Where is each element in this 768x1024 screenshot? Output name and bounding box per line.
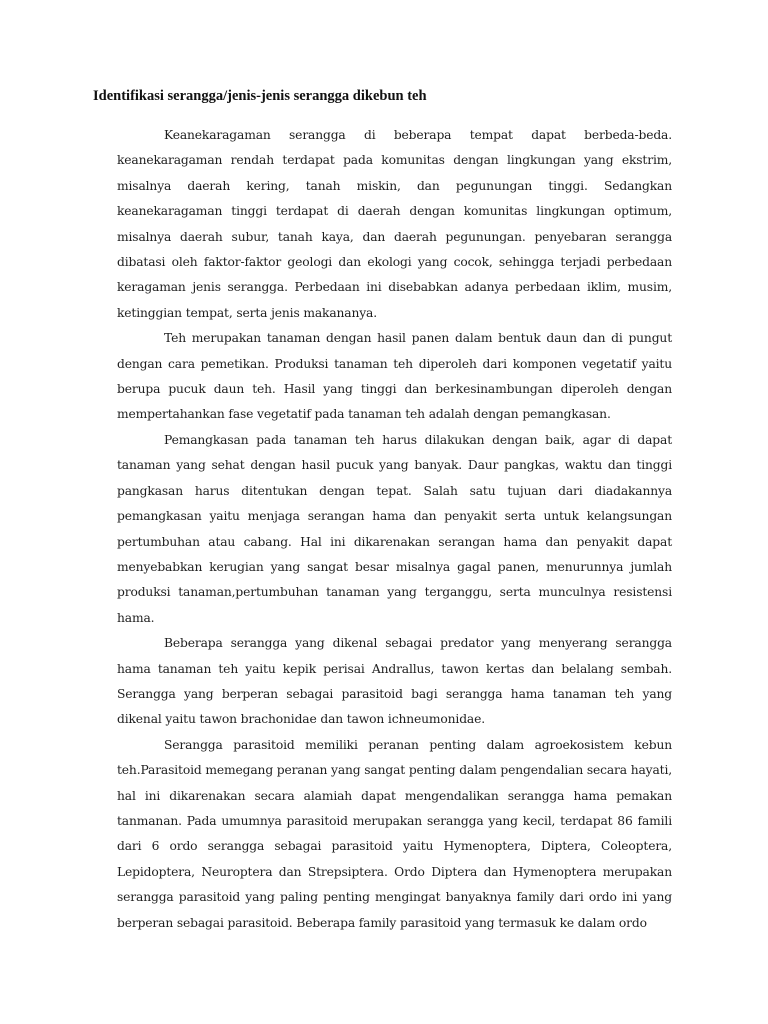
document-body [117,123,672,936]
paragraph-2: Teh merupakan tanaman dengan hasil panen dalam bentuk daun dan di pungut dengan cara pemetikan. Produksi tanaman teh diperoleh dari komponen vegetatif yaitu berupa pucuk daun teh. Hasil yang tinggi dan berkesinambungan diperoleh dengan mempertahankan fase vegetatif pada tanaman teh adalah dengan pemangkasan. [117,331,672,422]
paragraph-3: Pemangkasan pada tanaman teh harus dilakukan dengan baik, agar di dapat tanaman yang sehat dengan hasil pucuk yang banyak. Daur pangkas, waktu dan tinggi pangkasan harus ditentukan dengan tepat. Salah satu tujuan dari diadakannya pemangkasan yaitu menjaga serangan hama dan penyakit serta untuk kelangsungan pertumbuhan atau cabang. Hal ini dikarenakan serangan hama dan penyakit dapat menyebabkan kerugian yang sangat besar misalnya gagal panen, menurunnya jumlah produksi tanaman,pertumbuhan tanaman yang terganggu, serta munculnya resistensi hama. [117,432,672,625]
paragraph-4: Beberapa serangga yang dikenal sebagai predator yang menyerang serangga hama tanaman teh yaitu kepik perisai Andrallus, tawon kertas dan belalang sembah. Serangga yang berperan sebagai parasitoid bagi serangga hama tanaman teh yang dikenal yaitu tawon brachonidae dan tawon ichneumonidae. [117,636,672,727]
paragraph-5: Serangga parasitoid memiliki peranan penting dalam agroekosistem kebun teh.Parasitoid memegang peranan yang sangat penting dalam pengendalian secara hayati, hal ini dikarenakan secara alamiah dapat mengendalikan serangga hama pemakan tanmanan. Pada umumnya parasitoid merupakan serangga yang kecil, terdapat 86 famili dari 6 ordo serangga sebagai parasitoid yaitu Hymenoptera, Diptera, Coleoptera, Lepidoptera, Neuroptera dan Strepsiptera. Ordo Diptera dan Hymenoptera merupakan serangga parasitoid yang paling penting mengingat banyaknya family dari ordo ini yang berperan sebagai parasitoid. Beberapa family parasitoid yang termasuk ke dalam ordo [117,737,672,930]
paragraph-1: Keanekaragaman serangga di beberapa tempat dapat berbeda-beda. keanekaragaman rendah terdapat pada komunitas dengan lingkungan yang ekstrim, misalnya daerah kering, tanah miskin, dan pegunungan tinggi. Sedangkan keanekaragaman tinggi terdapat di daerah dengan komunitas lingkungan optimum, misalnya daerah subur, tanah kaya, dan daerah pegunungan. penyebaran serangga dibatasi oleh faktor-faktor geologi dan ekologi yang cocok, sehingga terjadi perbedaan keragaman jenis serangga. Perbedaan ini disebabkan adanya perbedaan iklim, musim, ketinggian tempat, serta jenis makananya. [117,128,672,320]
page-title: Identifikasi serangga/jenis-jenis serangga dikebun teh [93,88,427,104]
